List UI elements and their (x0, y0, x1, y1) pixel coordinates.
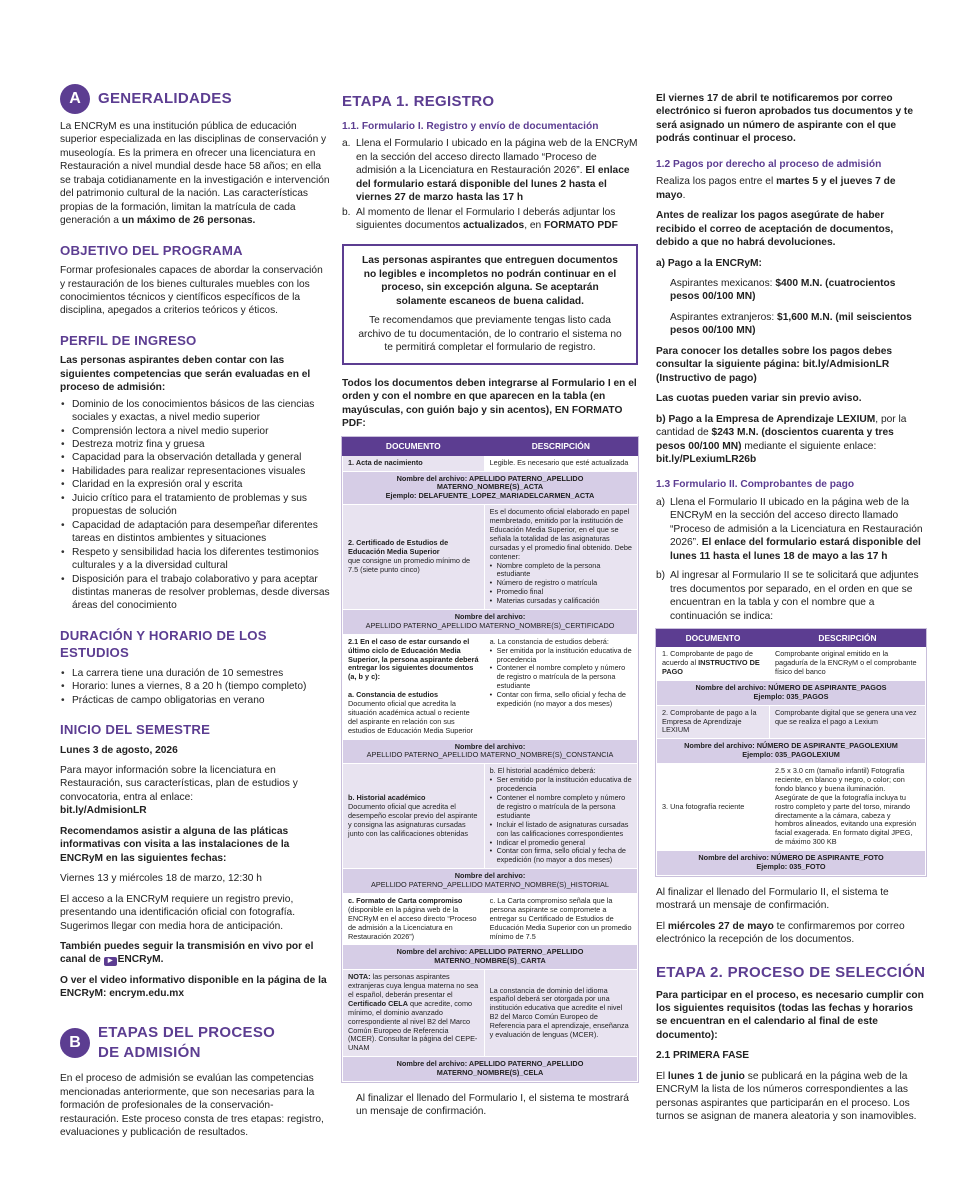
cell-doc: 3. Una fotografía reciente (657, 764, 770, 851)
table-row (343, 970, 638, 1057)
list-item: • Incluir el listado de asignaturas cursadas con las calificaciones correspondientes (490, 821, 632, 839)
list-item: • Indicar el promedio general (490, 839, 632, 848)
step-b-bold2: FORMATO PDF (544, 219, 618, 231)
list-item: • Dominio de los conocimientos básicos de las ciencias sociales y exactas, a nivel medio superior (60, 398, 330, 425)
cell-doc (343, 764, 485, 869)
cell-desc (484, 764, 637, 869)
formulario2-final: Al finalizar el llenado del Formulario II, el sistema te mostrará un mensaje de confirmación. (656, 886, 889, 912)
fase-date: lunes 1 de junio (667, 1070, 745, 1082)
requisitos-bold: Para participar en el proceso, es necesario cumplir con los siguientes requisitos (todas las fechas y horarios se encuentran en el calendario al final de este documento): (656, 989, 924, 1041)
filename-constancia: APELLIDO PATERNO_APELLIDO MATERNO_NOMBRE(S)_CONSTANCIA (366, 750, 614, 760)
pago-lexium (656, 413, 926, 467)
list-item: • Capacidad de adaptación para desempeñar diferentes tareas en distintos ambientes y situaciones (60, 519, 330, 546)
formulario2-steps (656, 496, 926, 623)
table-row (343, 505, 638, 610)
filename-historial: APELLIDO PATERNO_APELLIDO MATERNO_NOMBRE(S)_HISTORIAL (371, 880, 609, 890)
table-row (343, 634, 638, 739)
cell-filename (343, 471, 638, 505)
generalidades-max: un máximo de 26 personas. (121, 215, 256, 227)
pago-mexicanos-amount: $400 M.N. (cuatrocientos pesos 00/100 MN) (670, 277, 896, 303)
cell-filename (343, 739, 638, 764)
primera-fase-text (656, 1070, 926, 1124)
example-acta: Ejemplo: DELAFUENTE_LOPEZ_MARIADELCARMEN_ACTA (385, 491, 595, 501)
table-row (657, 764, 926, 851)
platicas-date: Viernes 13 y miércoles 18 de marzo, 12:30 h (60, 873, 262, 885)
play-button-icon: ▶ (104, 957, 117, 966)
cell-desc: La constancia de dominio del idioma español deberá ser otorgada por una institución educativa que acredite el nivel B2 del Marco Común Europeo de Referencia para el aprendizaje, enseñanza y evaluación de lenguas (MCER). (484, 970, 637, 1057)
pagos-warning-bold: Antes de realizar los pagos asegúrate de haber recibido el correo de aceptación de documentos, debido a que no habrá devoluciones. (656, 210, 894, 249)
notificacion-bold: El viernes 17 de abril te notificaremos por correo electrónico si fueron aprobados tus documentos y te será asignado un número de aspirante con el que podrás continuar el proceso. (656, 93, 913, 145)
cuotas-text (656, 392, 926, 405)
admision-link[interactable]: bit.ly/AdmisionLR (60, 805, 147, 817)
step-b-text: Al momento de llenar el Formulario I deberás adjuntar los siguientes documentos (356, 206, 616, 231)
etapa1-title: ETAPA 1. REGISTRO (342, 93, 495, 110)
perfil-intro (60, 354, 330, 394)
table-row (343, 610, 638, 635)
transmision-text (60, 940, 330, 967)
filename-carta: Nombre del archivo: APELLIDO PATERNO_APELLIDO MATERNO_NOMBRE(S)_CARTA (396, 947, 584, 966)
doc-historial-detail: Documento oficial que acredita el desempeño escolar previo del aspirante y consigna las asignaturas cursadas junto con las calificaciones obtenidas (348, 801, 478, 838)
table-row (343, 1057, 638, 1082)
list-item: a. Llena el Formulario I ubicado en la página web de la ENCRyM en la sección del acceso directo llamado “Proceso de admisión a la Licenciatura en Restauración 2026”. El enlace del formulario estará disponible del lunes 2 hasta el viernes 27 de marzo hasta las 17 h (342, 138, 638, 204)
list-item: • Contar con firma, sello oficial y fecha de expedición (no mayor a dos meses) (490, 691, 632, 709)
notificacion-text (656, 92, 926, 146)
section-a-badge: A (60, 84, 90, 114)
cell-desc: Legible. Es necesario que esté actualizada (484, 455, 637, 471)
nota-label: NOTA: (348, 972, 371, 982)
doc-pago: 1. Comprobante de pago de acuerdo al (662, 649, 753, 668)
step-a-bold: El enlace del formulario estará disponible del lunes 2 hasta el viernes 27 de marzo hasta las 17 h (356, 165, 630, 204)
th-documento: DOCUMENTO (343, 438, 485, 455)
doc-pago-bold: INSTRUCTIVO DE PAGO (662, 658, 760, 676)
pago-extranjeros-label: Aspirantes extranjeros: (670, 311, 775, 323)
pagos-dates-bold: martes 5 y el jueves 7 de mayo (656, 176, 896, 201)
list-item: • Capacidad para la observación detallada y general (60, 451, 330, 464)
cell-doc: 2. Comprobante de pago a la Empresa de Aprendizaje LEXIUM (657, 705, 770, 739)
doc-constancia-detail: Documento oficial que acredita la situación académica actual o reciente del aspirante en relación con sus estudios de Educación Media Superior (348, 699, 473, 735)
section-a-header (60, 84, 330, 114)
table-row (657, 680, 926, 705)
confirmacion-a: El (656, 920, 666, 932)
doc-carta-detail: (disponible en la página web de la ENCRyM en el acceso directo “Proceso de admisión a la Licenciatura en Restauración 2026”) (348, 904, 477, 941)
doc-constancia: a. Constancia de estudios (348, 690, 439, 700)
cell-doc (343, 970, 485, 1057)
cell-doc (343, 634, 485, 739)
table-header (657, 629, 926, 646)
perfil-list (60, 398, 330, 613)
cuotas-bold: Las cuotas pueden variar sin previo aviso. (656, 393, 862, 405)
cell-filename (343, 1057, 638, 1082)
filename-cela: Nombre del archivo: APELLIDO PATERNO_APELLIDO MATERNO_NOMBRE(S)_CELA (396, 1059, 584, 1078)
list-item: • Horario: lunes a viernes, 8 a 20 h (tiempo completo) (60, 680, 330, 693)
pagos-dates-text: Realiza los pagos entre el (656, 176, 774, 188)
pago-extranjeros-amount: $1,600 M.N. (mil seiscientos pesos 00/100 MN) (670, 311, 912, 337)
confirmacion-c: te confirmaremos por correo electrónico la recepción de los documentos. (656, 920, 905, 946)
fase-a: El (656, 1070, 666, 1082)
inicio-date-text: Lunes 3 de agosto, 2026 (60, 744, 178, 756)
channel-name[interactable]: ENCRyM. (117, 954, 164, 966)
pago-lexium-text2: mediante el siguiente enlace: (744, 440, 877, 452)
nota-text: las personas aspirantes extranjeras cuya lengua materna no sea el español, deberán presentar el (348, 972, 479, 999)
video-bold: O ver el video informativo disponible en la página de la ENCRyM: encrym.edu.mx (60, 974, 327, 1000)
th-documento: DOCUMENTO (657, 629, 770, 646)
list-item: • Número de registro o matrícula (490, 579, 632, 588)
certificado-list (490, 562, 632, 606)
th-descripcion: DESCRIPCIÓN (769, 629, 925, 646)
primera-fase-title (656, 1049, 926, 1062)
list-item: • Juicio crítico para el tratamiento de problemas y sus propuestas de solución (60, 492, 330, 519)
requisitos-text (656, 989, 926, 1043)
table-row (343, 471, 638, 505)
section-b-title-line2: DE ADMISIÓN (98, 1043, 201, 1061)
cela-label: Certificado CELA (348, 998, 409, 1008)
doc-acta: 1. Acta de nacimiento (348, 457, 423, 467)
f2-step-a-bold: El enlace del formulario estará disponible del lunes 11 hasta el lunes 18 de mayo a las 17 h (670, 537, 921, 562)
pagos-warning (656, 209, 926, 249)
filename-label: Nombre del archivo: (454, 741, 526, 751)
cell-doc (343, 505, 485, 610)
formulario2-subtitle: 1.3 Formulario II. Comprobantes de pago (656, 479, 855, 491)
documents-table (342, 437, 638, 1082)
objetivo-title: OBJETIVO DEL PROGRAMA (60, 242, 243, 258)
list-item: • Destreza motriz fina y gruesa (60, 438, 330, 451)
section-b-header (60, 1023, 330, 1063)
etapas-text: En el proceso de admisión se evalúan las competencias mencionadas anteriormente, que son necesarias para la formación de profesionales de la conservación-restauración. Este proceso consta de tres etapas: registro, evaluaciones y publicación de resultados. (60, 1073, 324, 1139)
pago-mexicanos-label: Aspirantes mexicanos: (670, 277, 773, 289)
instructivo-bold[interactable]: Para conocer los detalles sobre los pagos debes consultar la siguiente página: bit.ly/AdmisionLR (Instructivo de pago) (656, 345, 893, 384)
table-row (657, 647, 926, 681)
cell-desc (484, 505, 637, 610)
pago-lexium-amount: $243 M.N. (doscientos cuarenta y tres pesos 00/100 MN) (656, 427, 894, 452)
th-descripcion: DESCRIPCIÓN (484, 438, 637, 455)
table-row (657, 851, 926, 876)
cell-desc: c. La Carta compromiso señala que la persona aspirante se compromete a entregar su Certificado de Estudios de Educación Media Superior con un promedio mínimo de 7.5 (484, 893, 637, 944)
table-row (343, 764, 638, 869)
section-b-badge: B (60, 1028, 90, 1058)
filename-pagos: Nombre del archivo: NÚMERO DE ASPIRANTE_PAGOS (695, 682, 887, 692)
list-item: b. Al momento de llenar el Formulario I deberás adjuntar los siguientes documentos actualizados, en FORMATO PDF (342, 206, 618, 231)
platicas-text (60, 825, 330, 865)
doc-historial: b. Historial académico (348, 793, 426, 803)
list-item: • Promedio final (490, 588, 632, 597)
filename-label: Nombre del archivo: (454, 612, 526, 622)
todos-bold: Todos los documentos deben integrarse al Formulario I en el orden y con el nombre en que aparecen en la tabla (en mayúsculas, con guión bajo y sin acentos), EN FORMATO PDF: (342, 377, 637, 429)
formulario1-final: Al finalizar el llenado del Formulario I, el sistema te mostrará un mensaje de confirmación. (356, 1092, 629, 1118)
pago-lexium-text: , por la cantidad de (656, 413, 907, 439)
table-row (343, 893, 638, 944)
nota-text2: que acredite, como mínimo, el dominio avanzado correspondiente al nivel B2 del Marco Común Europeo de Referencia (MCER). Consultar la página del CEPE-UNAM (348, 998, 478, 1053)
pago-encrym-title (656, 257, 926, 270)
constancia-list (490, 647, 632, 709)
step-a-text: Llena el Formulario I ubicado en la página web de la ENCRyM en la sección del acceso directo llamado “Proceso de admisión a la Licenciatura en Restauración 2026”. (356, 138, 638, 177)
primera-fase-label: 2.1 PRIMERA FASE (656, 1050, 750, 1062)
etapa2-title: ETAPA 2. PROCESO DE SELECCIÓN (656, 963, 926, 981)
doc-caso: 2.1 En el caso de estar cursando el último ciclo de Educación Media Superior, la persona aspirante deberá entregar los siguientes documentos (a, b y c): (348, 636, 479, 682)
historial-list (490, 776, 632, 865)
pago-extranjeros (656, 311, 926, 338)
formulario1-steps (342, 137, 638, 232)
warning-box (342, 244, 638, 364)
example-foto: Ejemplo: 035_FOTO (756, 862, 826, 872)
formulario1-subtitle: 1.1. Formulario I. Registro y envío de documentación (342, 120, 599, 132)
inicio-info (60, 764, 330, 818)
step-b-bold1: actualizados (463, 219, 525, 231)
warning-text: Te recomendamos que previamente tengas listo cada archivo de tu documentación, de lo contrario el sistema no te permitirá completar el formulario de registro. (358, 315, 622, 354)
doc-carta: c. Formato de Carta compromiso (348, 895, 463, 905)
doc-certificado-detail: que consigne un promedio mínimo de 7.5 (siete punto cinco) (348, 556, 471, 574)
list-item: a) Llena el Formulario II ubicado en la página web de la ENCRyM en la sección del acceso directo llamado “Proceso de admisión a la Licenciatura en Restauración 2026”. El enlace del formulario estará disponible del lunes 11 hasta el lunes 18 de mayo a las 17 h (656, 496, 923, 562)
table-row (343, 739, 638, 764)
pago-encrym-label: a) Pago a la ENCRyM: (656, 257, 762, 269)
desc-constancia: a. La constancia de estudios deberá: (489, 636, 609, 646)
duracion-list (60, 667, 330, 707)
list-item: b) Al ingresar al Formulario II se te solicitará que adjuntes tres documentos por separado, en el orden en que se encuentran en la tabla y con el nombre que a continuación se indica: (656, 570, 919, 622)
column-middle (342, 92, 638, 1126)
cell-desc: Comprobante original emitido en la pagaduría de la ENCRyM o el comprobante físico del banco (769, 647, 925, 681)
video-text (60, 974, 330, 1001)
section-b-title (98, 1023, 275, 1063)
transmision-bold: También puedes seguir la transmisión en vivo por el canal de (60, 940, 314, 966)
list-item: • Respeto y sensibilidad hacia los diferentes testimonios culturales y a la diversidad cultural (60, 546, 330, 573)
pago-lexium-label: b) Pago a la Empresa de Aprendizaje LEXIUM (656, 413, 876, 425)
generalidades-body: La ENCRyM es una institución pública de educación superior especializada en las disciplinas de conservación y museología. Es la primera en ofrecer una licenciatura en Restauración a nivel mundial desde hace 58 años; en ella se trabaja cotidianamente en la investigación e intervención del patrimonio cultural de la nación. Las características propias de la formación, limitan la matrícula de cada generación a (60, 121, 330, 227)
inicio-title: INICIO DEL SEMESTRE (60, 722, 211, 738)
perfil-title: PERFIL DE INGRESO (60, 332, 197, 348)
column-left (60, 84, 330, 1147)
filename-label: Nombre del archivo: (454, 871, 526, 881)
list-item: • Disposición para el trabajo colaborativo y para aceptar distintas maneras de resolver problemas, desde diversas áreas del conocimiento (60, 573, 330, 613)
doc-certificado: 2. Certificado de Estudios de Educación Media Superior (348, 538, 449, 557)
warning-bold-text: Las personas aspirantes que entreguen documentos no legibles e incompletos no podrán continuar en el proceso, sin excepción alguna. Se aceptarán solamente escaneos de buena calidad. (362, 255, 618, 307)
desc-historial: b. El historial académico deberá: (489, 766, 596, 776)
payments-table (656, 629, 926, 876)
list-item: • Materias cursadas y calificación (490, 597, 632, 606)
desc-certificado: Es el documento oficial elaborado en papel membretado, emitido por la institución de Educación Media Superior, en el que se señala la totalidad de las asignaturas cursadas y el promedio final obtenido. Debe contener: (489, 507, 632, 561)
list-item: • Nombre completo de la persona estudiante (490, 562, 632, 580)
generalidades-text (60, 120, 330, 228)
pagos-subtitle: 1.2 Pagos por derecho al proceso de admisión (656, 158, 882, 170)
cell-doc (657, 647, 770, 681)
list-item: • Ser emitido por la institución educativa de procedencia (490, 776, 632, 794)
list-item: • Contar con firma, sello oficial y fecha de expedición (no mayor a dos meses) (490, 847, 632, 865)
cell-desc: Comprobante digital que se genera una vez que se realiza el pago a Lexium (769, 705, 925, 739)
cell-filename (343, 610, 638, 635)
cell-filename (343, 945, 638, 970)
confirmacion-date: miércoles 27 de mayo (667, 920, 774, 932)
section-b-title-line1: ETAPAS DEL PROCESO (98, 1023, 276, 1041)
warning-bold (356, 254, 624, 308)
f2-step-a-text: Llena el Formulario II ubicado en la página web de la ENCRyM en la sección del acceso directo llamado “Proceso de admisión a la Licenciatura en Restauración 2026”. (670, 496, 923, 549)
table-row (343, 869, 638, 894)
inicio-date (60, 744, 330, 757)
lexium-link[interactable]: bit.ly/PLexiumLR26b (656, 453, 757, 465)
column-right (656, 92, 926, 1131)
filename-lexium: Nombre del archivo: NÚMERO DE ASPIRANTE_PAGOLEXIUM (684, 741, 898, 751)
example-pagos: Ejemplo: 035_PAGOS (753, 691, 829, 701)
list-item: • Contener el nombre completo y número de registro o matrícula de la persona estudiante (490, 794, 632, 821)
table-row (657, 705, 926, 739)
step-b-text2: , en (524, 219, 542, 231)
filename-certificado: APELLIDO PATERNO_APELLIDO MATERNO_NOMBRE(S)_CERTIFICADO (365, 620, 615, 630)
list-item: • Ser emitida por la institución educativa de procedencia (490, 647, 632, 665)
duracion-title: DURACIÓN Y HORARIO DE LOS ESTUDIOS (60, 627, 267, 661)
cell-doc (343, 455, 485, 471)
confirmacion-text (656, 920, 926, 947)
fase-c: se publicará en la página web de la ENCRyM la lista de los números correspondientes a las personas aspirantes que participarán en el proceso. Los turnos se asignan de manera aleatoria y son inamovibles. (656, 1070, 917, 1123)
instructivo-text (656, 345, 926, 385)
list-item: • La carrera tiene una duración de 10 semestres (60, 667, 330, 680)
todos-text (342, 377, 638, 431)
filename-acta: Nombre del archivo: APELLIDO PATERNO_APELLIDO MATERNO_NOMBRE(S)_ACTA (396, 473, 584, 492)
list-item: • Habilidades para realizar representaciones visuales (60, 465, 330, 478)
table-header (343, 438, 638, 455)
cell-doc (343, 893, 485, 944)
f2-step-b-text: Al ingresar al Formulario II se te solicitará que adjuntes tres documentos por separado, en el orden en que se encuentran en la tabla y con el nombre que a continuación se indica: (670, 570, 919, 622)
section-a-title: GENERALIDADES (98, 90, 232, 108)
cell-filename (657, 680, 926, 705)
cell-desc: 2.5 x 3.0 cm (tamaño infantil) Fotografía reciente, en blanco y negro, o color; con fondo blanco y buena iluminación. Asegúrate de que la fotografía incluya tu rostro completo y parte del torso, mirando directamente a la cámara, cabeza y hombros alineados, evitando una expresión facial exagerada. En formato digital JPEG, de máximo 300 KB (769, 764, 925, 851)
list-item: • Prácticas de campo obligatorias en verano (60, 694, 330, 707)
cell-desc (484, 634, 637, 739)
pago-mexicanos (656, 277, 926, 304)
list-item: • Claridad en la expresión oral y escrita (60, 478, 330, 491)
filename-foto: Nombre del archivo: NÚMERO DE ASPIRANTE_FOTO (698, 853, 884, 863)
cell-filename (343, 869, 638, 894)
inicio-info-text: Para mayor información sobre la licenciatura en Restauración, sus características, plan de estudios y convocatoria, entra al enlace: (60, 764, 298, 803)
pagos-dates: Realiza los pagos entre el martes 5 y el jueves 7 de mayo. (656, 176, 896, 201)
table-row (343, 945, 638, 970)
cell-filename (657, 739, 926, 764)
objetivo-text: Formar profesionales capaces de abordar la conservación y restauración de los bienes culturales muebles con los conocimientos técnicos y científicos específicos de la disciplina, apegados a criterios teóricos y éticos. (60, 265, 323, 317)
table-row (343, 455, 638, 471)
cell-filename (657, 851, 926, 876)
acceso-text: El acceso a la ENCRyM requiere un registro previo, presentando una identificación oficial con fotografía. Sugerimos llegar con media hora de anticipación. (60, 893, 296, 932)
platicas-bold: Recomendamos asistir a alguna de las pláticas informativas con visita a las instalaciones de la ENCRyM en las siguientes fechas: (60, 825, 290, 864)
table-row (657, 739, 926, 764)
list-item: • Comprensión lectora a nivel medio superior (60, 425, 330, 438)
example-lexium: Ejemplo: 035_PAGOLEXIUM (742, 750, 840, 760)
perfil-intro-text: Las personas aspirantes deben contar con las siguientes competencias que serán evaluadas en el proceso de admisión: (60, 355, 311, 394)
list-item: • Contener el nombre completo y número de registro o matrícula de la persona estudiante (490, 664, 632, 691)
